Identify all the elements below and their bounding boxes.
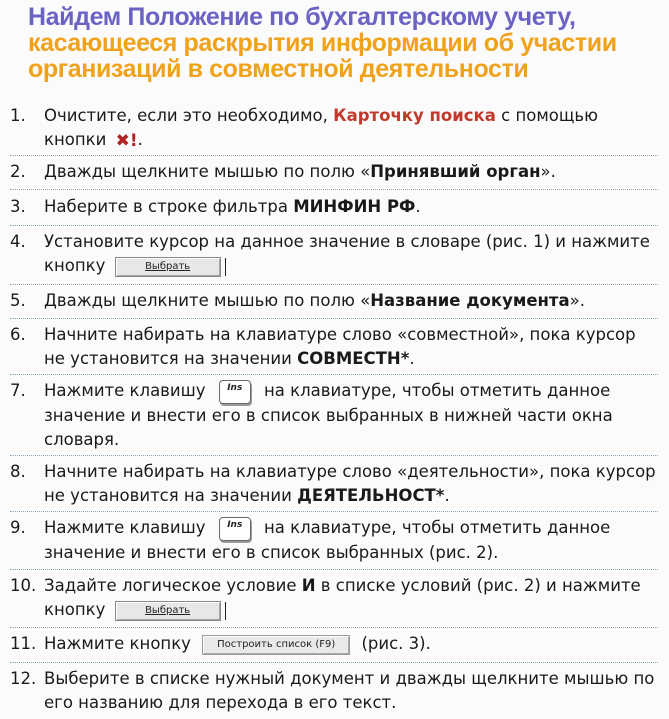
step-number: 7. <box>10 381 26 400</box>
step-text: Нажмите клавишу <box>44 518 206 537</box>
step-text: Выберите в списке нужный документ и дважды щелкните мышью по его названию для перехода в его текст. <box>44 669 655 712</box>
select-button[interactable]: Выбрать <box>115 257 221 277</box>
filter-value: МИНФИН РФ <box>293 197 416 216</box>
dictionary-value: СОВМЕСТН* <box>297 349 410 368</box>
x-clear-icon: ✖! <box>115 130 138 151</box>
step-number: 8. <box>10 462 26 481</box>
step-text: Нажмите клавишу <box>44 381 206 400</box>
title-line-1: Найдем Положение по бухгалтерскому учету, <box>28 3 576 31</box>
step-text: Начните набирать на клавиатуре слово «деятельности», пока курсор не установится на значении <box>44 462 656 505</box>
step-text: . <box>409 349 415 368</box>
step-text: в списке условий (рис. 2) и нажмите кнопку <box>44 576 641 619</box>
step-text: (рис. 3). <box>361 634 431 653</box>
divider <box>10 318 658 319</box>
divider <box>10 225 658 226</box>
step-text: Установите курсор на данное значение в словаре (рис. 1) и нажмите кнопку <box>44 232 650 275</box>
step-text: на клавиатуре, чтобы отметить данное значение и внести его в список выбранных в нижней части окна словаря. <box>44 381 613 449</box>
step-text: на клавиатуре, чтобы отметить данное значение и внести его в список выбранных (рис. 2). <box>44 518 611 562</box>
divider <box>10 189 658 190</box>
step-number: 5. <box>10 291 26 310</box>
ins-key-icon: Ins <box>219 380 251 404</box>
select-button[interactable]: Выбрать <box>115 601 221 621</box>
step-number: 11. <box>10 634 37 653</box>
divider <box>10 569 658 570</box>
step-text: Дважды щелкните мышью по полю « <box>44 291 371 310</box>
divider <box>10 455 658 456</box>
step-text: Наберите в строке фильтра <box>44 197 294 216</box>
step-text: ». <box>540 162 556 181</box>
step-text: . <box>415 197 421 216</box>
step-number: 6. <box>10 325 26 344</box>
search-card-link: Карточку поиска <box>333 106 496 125</box>
ins-key-icon: Ins <box>219 517 251 541</box>
build-list-button[interactable]: Построить список (F9) <box>202 635 350 655</box>
step-number: 1. <box>10 106 26 125</box>
cursor-mark <box>225 602 226 620</box>
step-text: . <box>444 486 450 505</box>
dictionary-value: ДЕЯТЕЛЬНОСТ* <box>297 486 445 505</box>
step-number: 2. <box>10 162 26 181</box>
divider <box>10 662 658 663</box>
step-text: Дважды щелкните мышью по полю « <box>44 162 371 181</box>
step-text: Начните набирать на клавиатуре слово «совместной», пока курсор не установится на значении <box>44 325 636 368</box>
step-text: Очистите, если это необходимо, <box>44 106 334 125</box>
cursor-mark <box>225 258 226 276</box>
step-number: 12. <box>10 669 37 688</box>
divider <box>10 511 658 512</box>
divider <box>10 155 658 156</box>
divider <box>10 627 658 628</box>
logic-condition: И <box>301 576 316 595</box>
field-name: Принявший орган <box>370 162 541 181</box>
step-text: Нажмите кнопку <box>44 634 191 653</box>
step-number: 10. <box>10 576 37 595</box>
step-number: 3. <box>10 197 26 216</box>
divider <box>10 284 658 285</box>
step-text: Задайте логическое условие <box>44 576 302 595</box>
step-text: . <box>137 130 143 149</box>
title-line-2: касающееся раскрытия информации об участии <box>28 29 617 57</box>
step-text: ». <box>569 291 585 310</box>
divider <box>10 374 658 375</box>
field-name: Название документа <box>370 291 570 310</box>
title-line-3: организаций в совместной деятельности <box>28 55 529 83</box>
step-number: 4. <box>10 232 26 251</box>
step-text: с помощью кнопки <box>44 106 599 149</box>
step-number: 9. <box>10 518 26 537</box>
